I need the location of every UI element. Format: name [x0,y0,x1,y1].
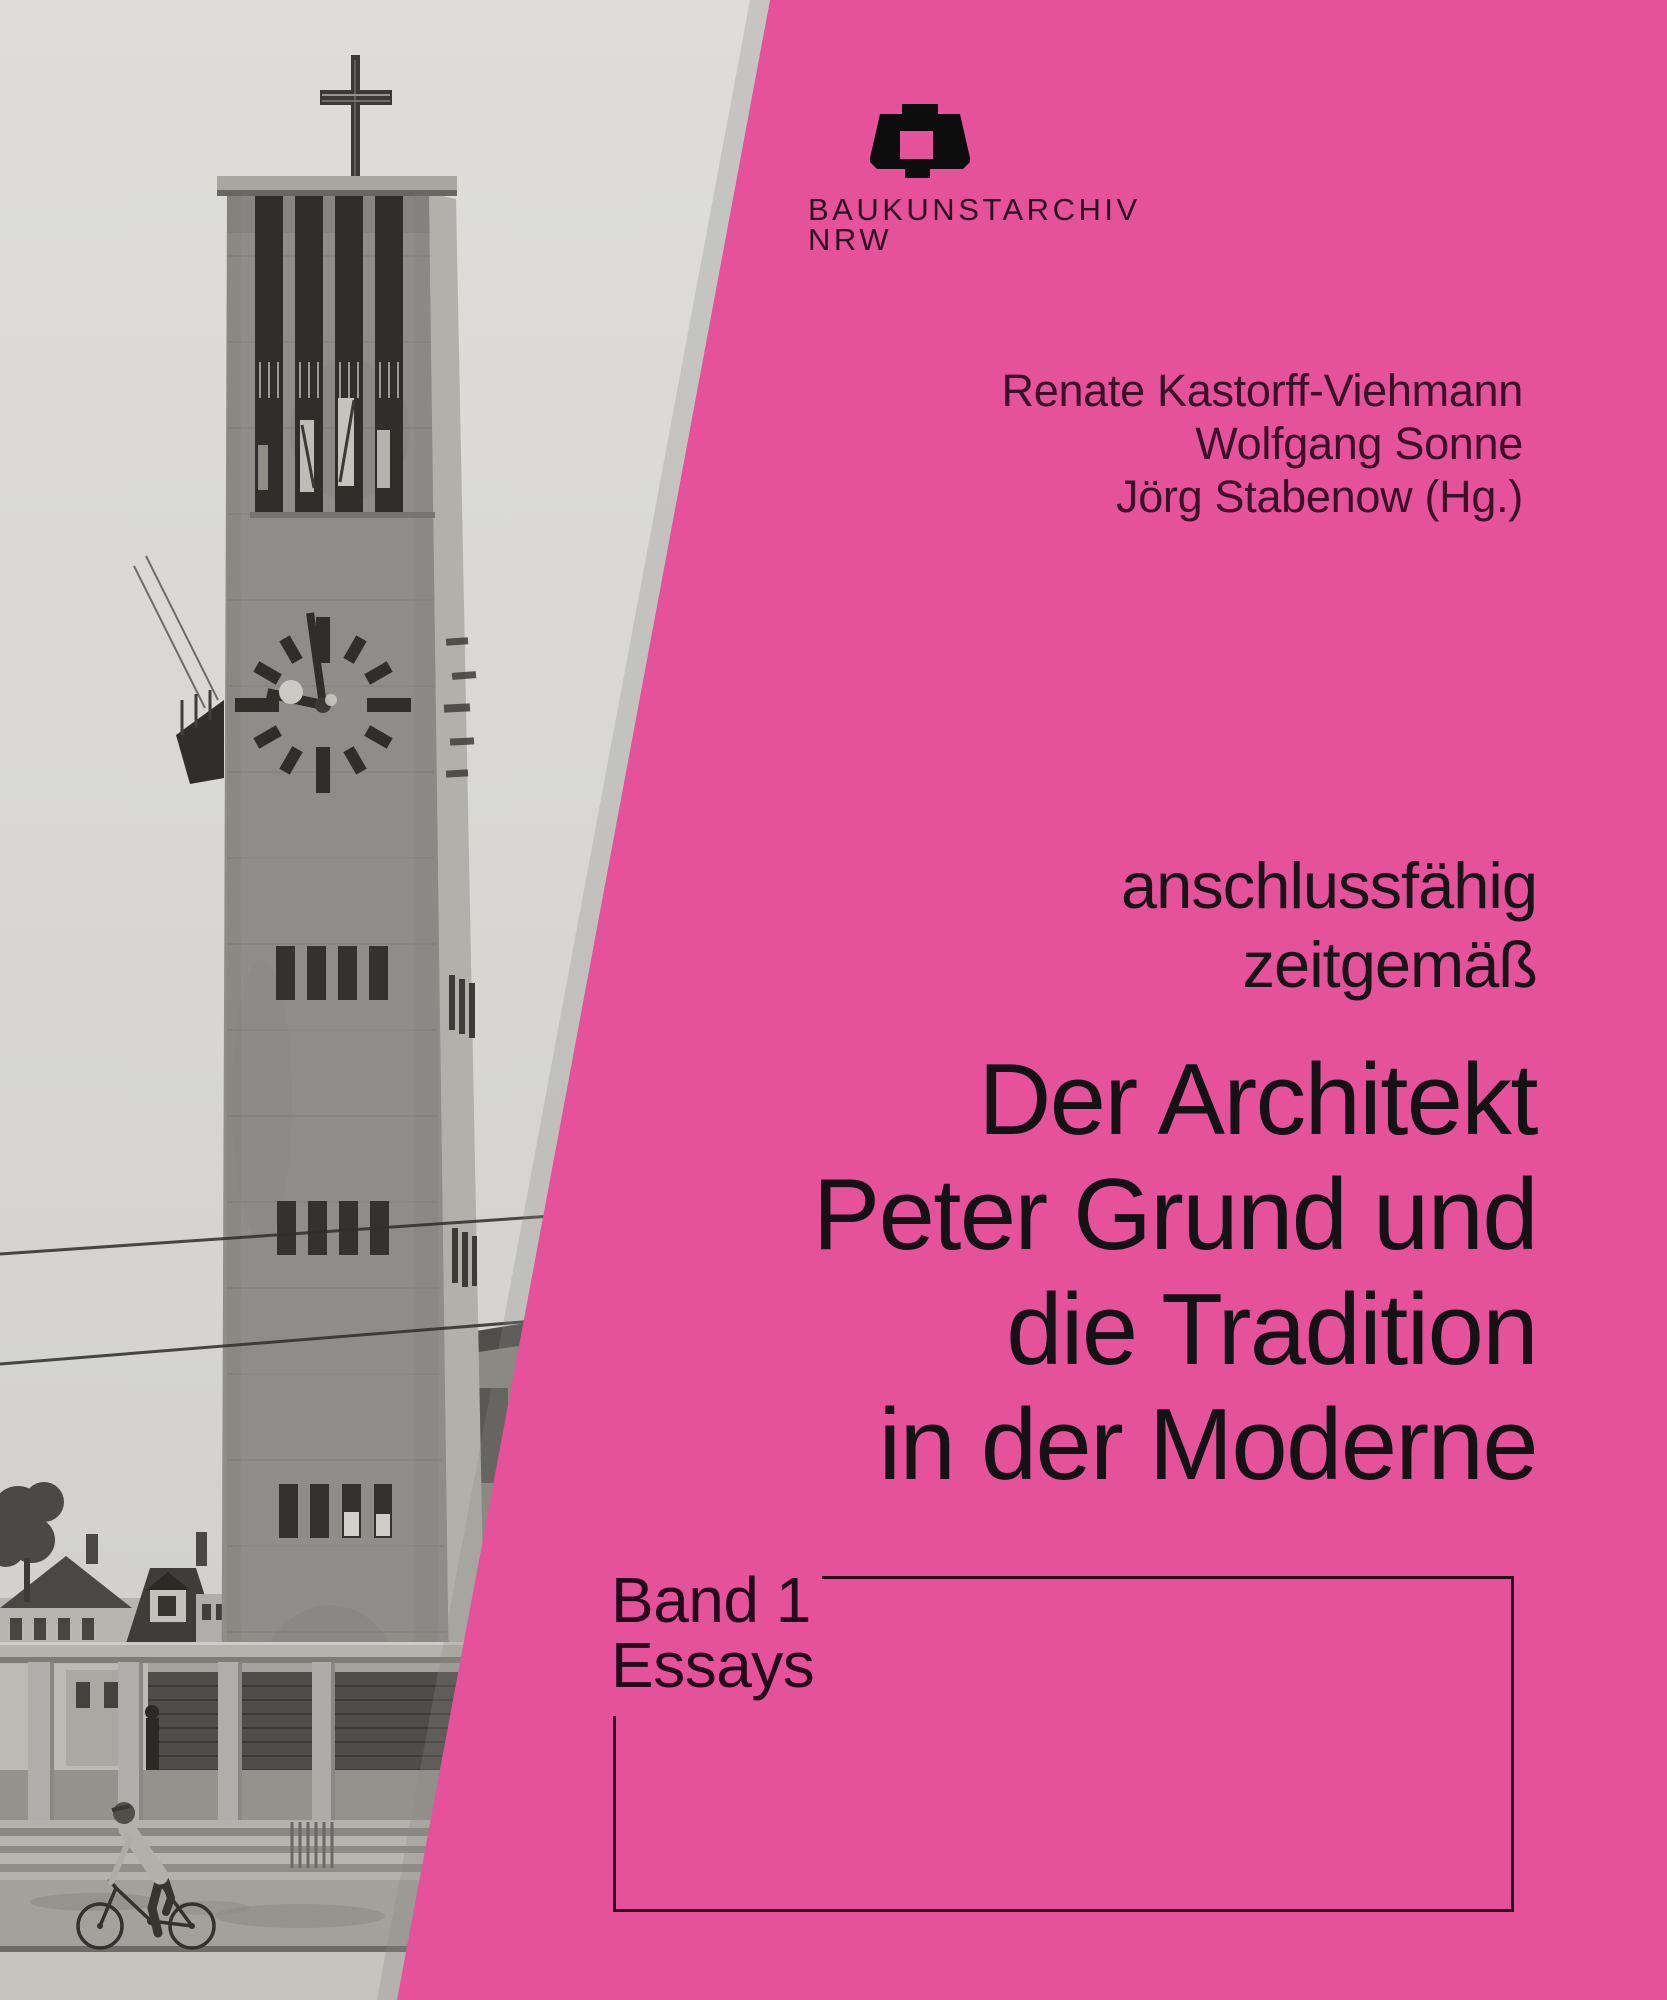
publisher-name [808,192,1141,257]
volume-band: Band 1 [611,1564,811,1636]
publisher-name-line1: BAUKUNSTARCHIV [808,192,1141,227]
editor-name: Wolfgang Sonne [1195,418,1523,469]
publisher-name-line2: NRW [808,222,892,257]
volume-content: Essays [611,1629,815,1701]
volume-info [611,1564,815,1701]
title-line: in der Moderne [878,1389,1537,1501]
subtitle [1121,846,1537,1004]
volume-bracket-right-line [1511,1576,1514,1912]
volume-bracket-top-line [822,1576,1514,1579]
volume-bracket-left-line [613,1716,616,1912]
subtitle-line2: zeitgemäß [1242,928,1537,1001]
title-line: die Tradition [1006,1274,1537,1386]
title-line: Peter Grund und [812,1159,1537,1271]
editors-list [1002,364,1523,523]
book-title [813,1043,1537,1503]
subtitle-line1: anschlussfähig [1121,849,1537,922]
editor-name: Renate Kastorff-Viehmann [1001,365,1523,416]
volume-bracket-bottom-line [613,1909,1514,1912]
editor-name: Jörg Stabenow (Hg.) [1116,471,1523,522]
baukunstarchiv-logo-icon [870,104,970,178]
title-line: Der Architekt [978,1044,1537,1156]
